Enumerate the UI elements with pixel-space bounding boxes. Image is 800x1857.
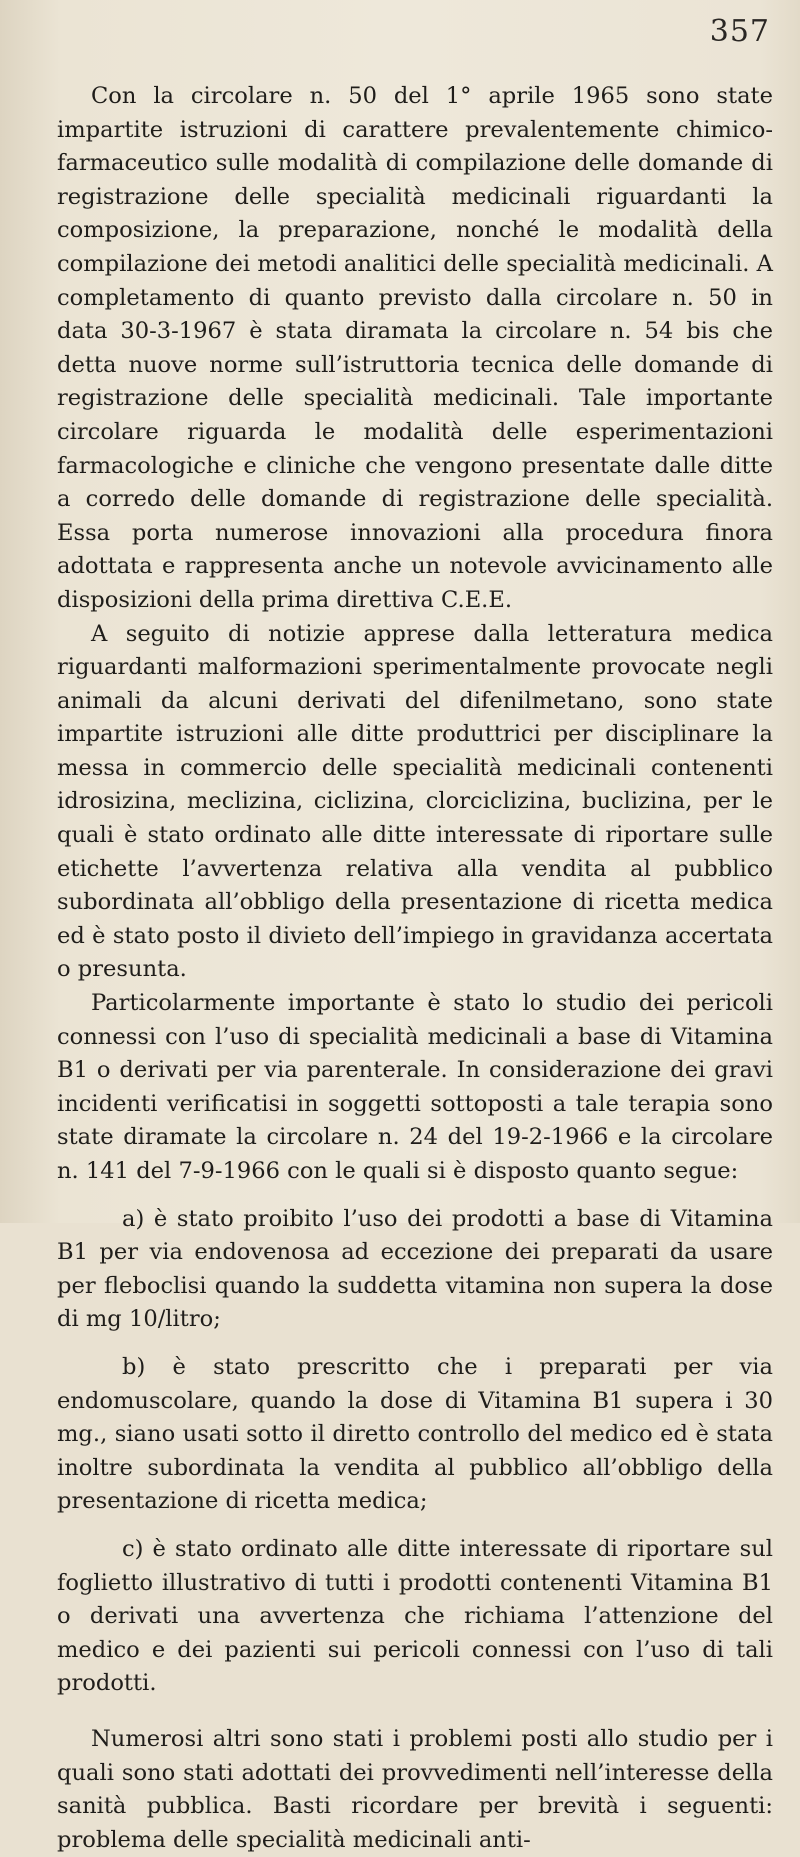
paragraph-altri-problemi: Numerosi altri sono stati i problemi posti allo studio per i quali sono stati adottati dei provvedimenti nell’interesse della sanità pubblica. Basti ricordare per brevità i seguenti: problema delle specialità medicinali anti- bbox=[57, 1725, 773, 1853]
paragraph-circolare-50: Con la circolare n. 50 del 1° aprile 1965 sono state impartite istruzioni di carattere prevalentemente chimico-farmaceutico sulle modalità di compilazione delle domande di registrazione delle specialità medicinali riguardanti la composizione, la preparazione, nonché le modalità della compilazione dei metodi analitici delle specialità medicinali. A completamento di quanto previsto dalla circolare n. 50 in data 30-3-1967 è stata diramata la circolare n. 54 bis che detta nuove norme sull’istruttoria tecnica delle domande di registrazione delle specialità medicinali. Tale importante circolare riguarda le modalità delle esperimentazioni farmacologiche e cliniche che vengono presentate dalle ditte a corredo delle domande di registrazione delle specialità. Essa porta numerose innovazioni alla procedura finora adottata e rappresenta anche un notevole avvicinamento alle disposizioni della prima direttiva C.E.E. bbox=[57, 83, 773, 613]
list-item-c: c) è stato ordinato alle ditte interessate di riportare sul foglietto illustrativo di tutti i prodotti contenenti Vitamina B1 o derivati una avvertenza che richiama l’attenzione del medico e dei pazienti sui pericoli connessi con l’uso di tali prodotti. bbox=[57, 1535, 773, 1697]
page-number: 357 bbox=[709, 14, 770, 49]
list-item-b: b) è stato prescritto che i preparati per via endomuscolare, quando la dose di Vitamina B1 supera i 30 mg., siano usati sotto il diretto controllo del medico ed è stata inoltre subordinata la vendita al pubblico all’obbligo della presentazione di ricetta medica; bbox=[57, 1353, 773, 1515]
provisions-list bbox=[57, 1203, 773, 1701]
list-item-a: a) è stato proibito l’uso dei prodotti a base di Vitamina B1 per via endovenosa ad eccezione dei preparati da usare per fleboclisi quando la suddetta vitamina non supera la dose di mg 10/litro; bbox=[57, 1205, 773, 1333]
paragraph-vitamina-b1: Particolarmente importante è stato lo studio dei pericoli connessi con l’uso di specialità medicinali a base di Vitamina B1 o derivati per via parenterale. In considerazione dei gravi incidenti verificatisi in soggetti sottoposti a tale terapia sono state diramate la circolare n. 24 del 19-2-1966 e la circolare n. 141 del 7-9-1966 con le quali si è disposto quanto segue: bbox=[57, 990, 773, 1184]
paragraph-difenilmetano: A seguito di notizie apprese dalla letteratura medica riguardanti malformazioni sperimentalmente provocate negli animali da alcuni derivati del difenilmetano, sono state impartite istruzioni alle ditte produttrici per disciplinare la messa in commercio delle specialità medicinali contenenti idrosizina, meclizina, ciclizina, clorciclizina, buclizina, per le quali è stato ordinato alle ditte interessate di riportare sulle etichette l’avvertenza relativa alla vendita al pubblico subordinata all’obbligo della presentazione di ricetta medica ed è stato posto il divieto dell’impiego in gravidanza accertata o presunta. bbox=[57, 620, 773, 983]
text-body bbox=[57, 80, 773, 1857]
